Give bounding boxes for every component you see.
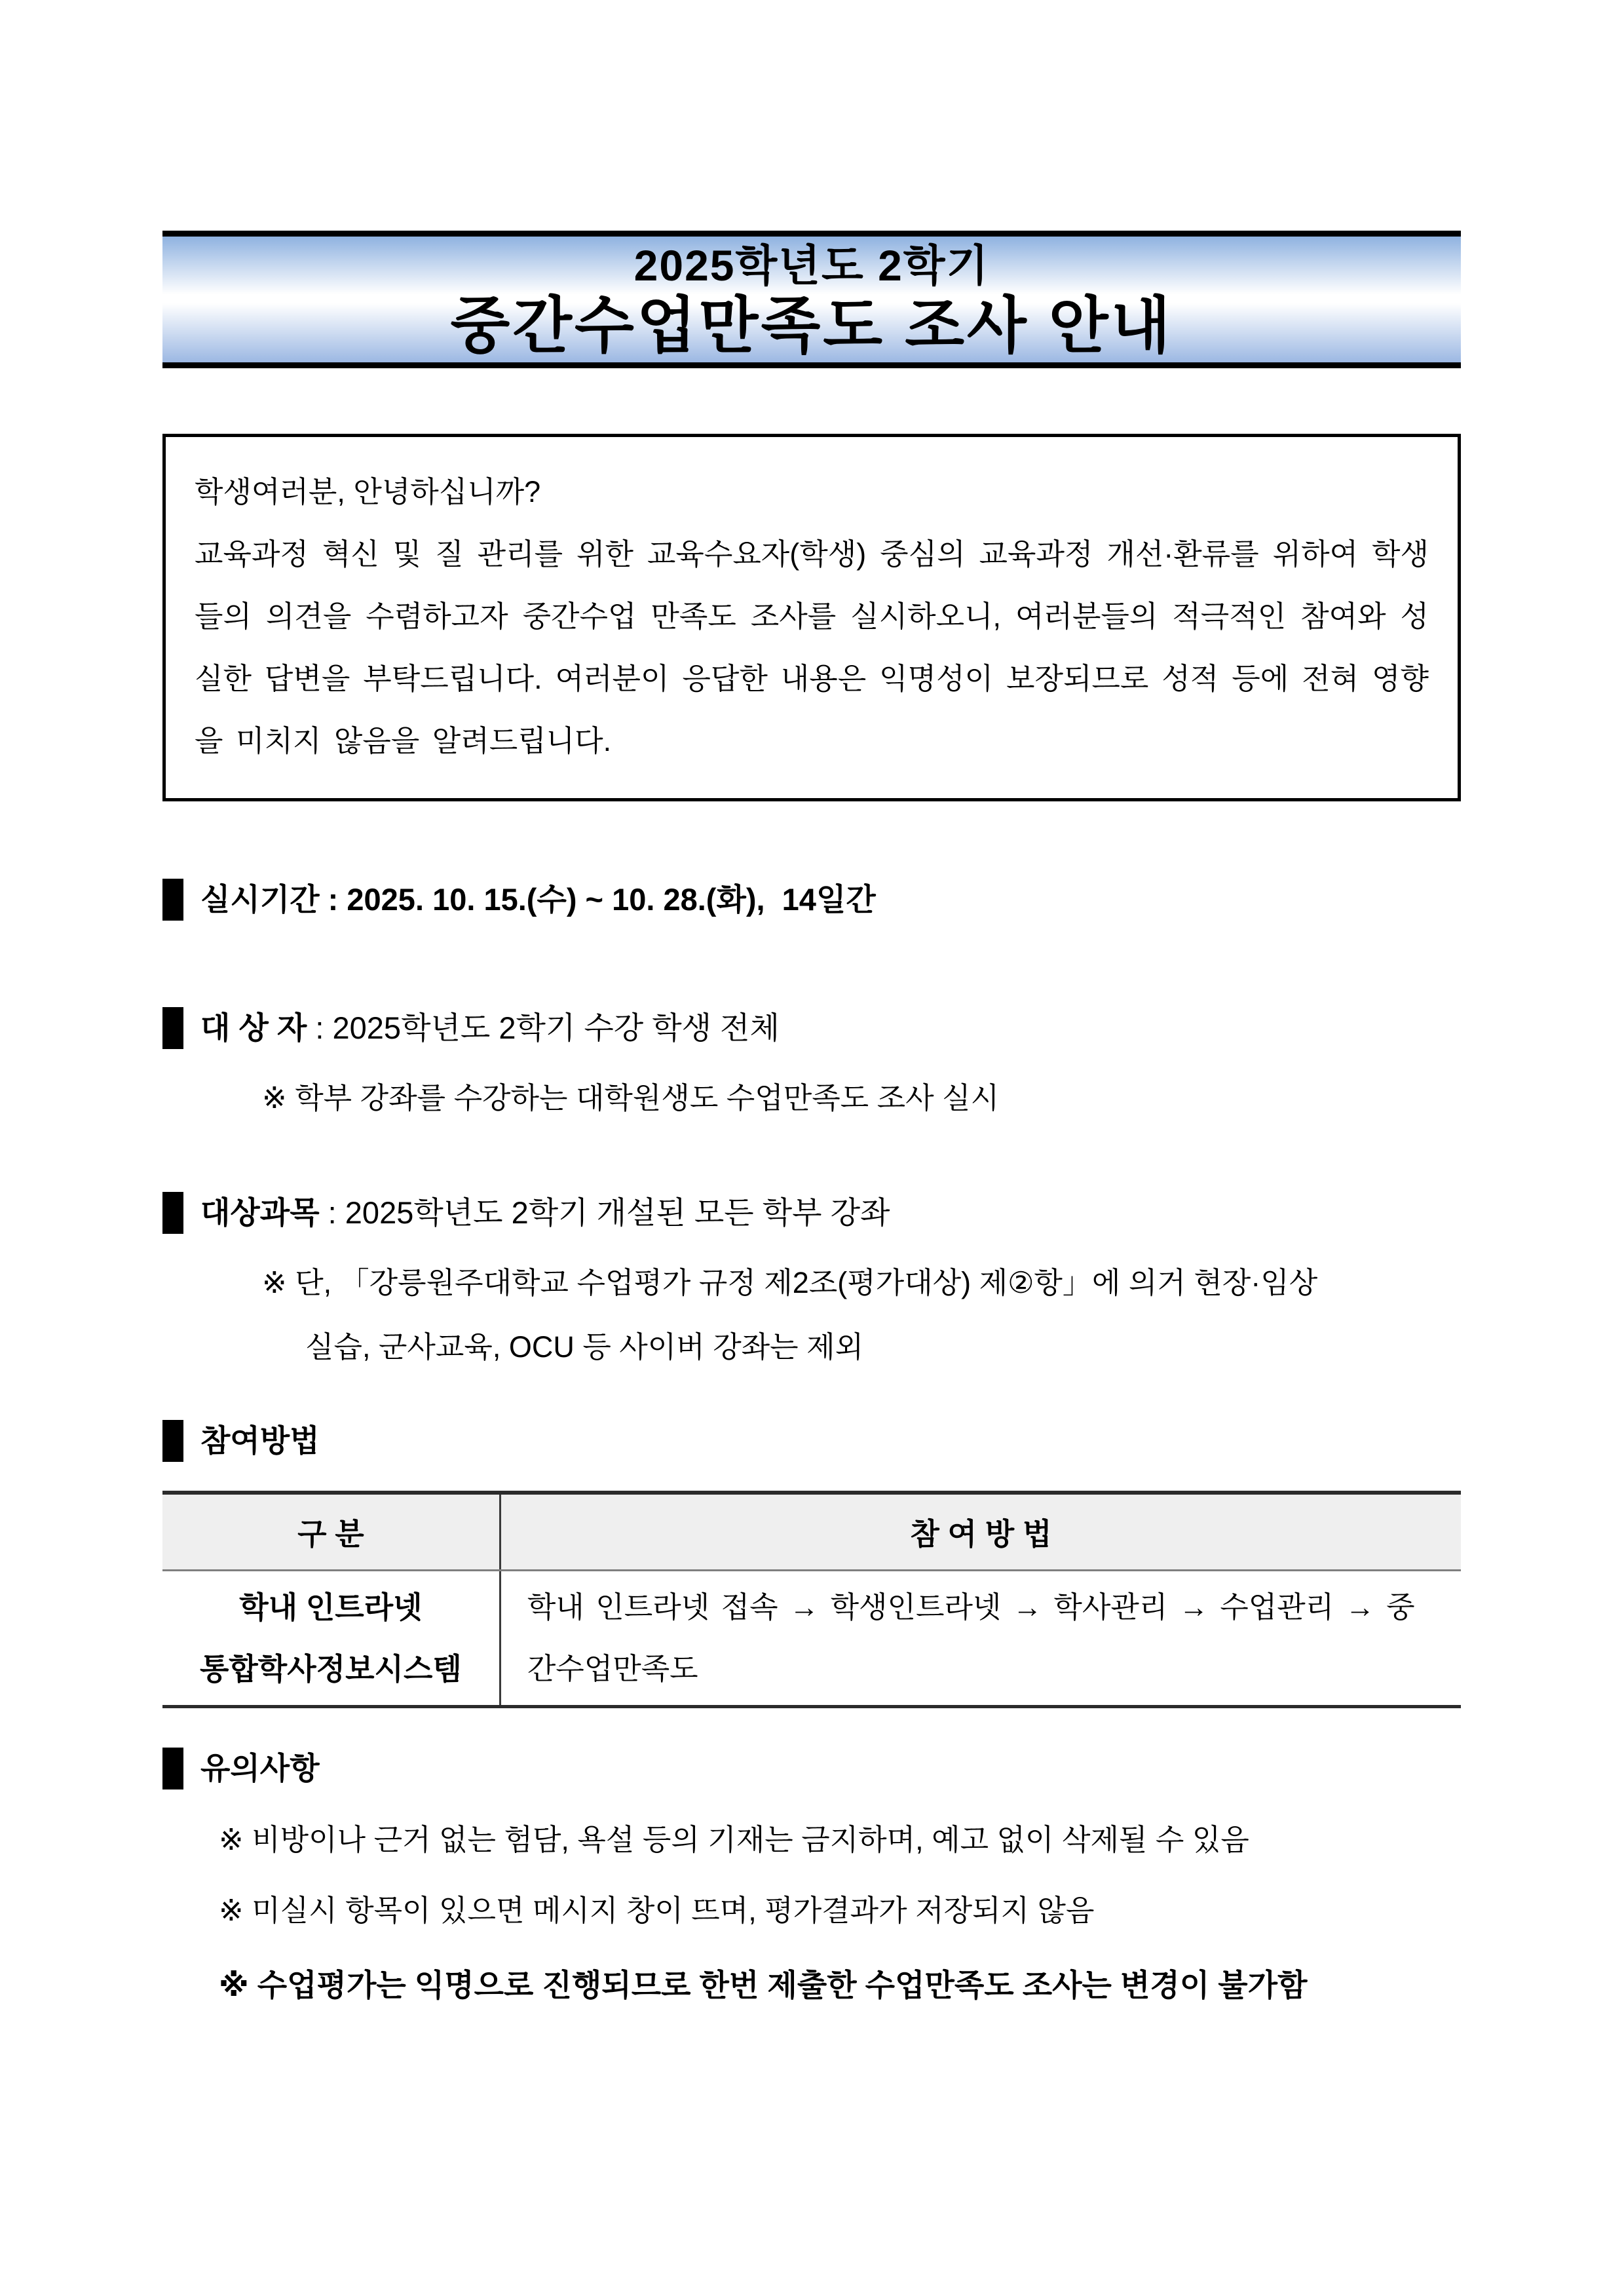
greeting-body: 교육과정 혁신 및 질 관리를 위한 교육수요자(학생) 중심의 교육과정 개선·환류를 위하여 학생들의 의견을 수렴하고자 중간수업 만족도 조사를 실시하오니, 여러분들의 적극적인 참여와 성실한 답변을 부탁드립니다. 여러분이 응답한 내용은 익명성이 보장되므로 성적 등에 전혀 영향을 미치지 않음을 알려드립니다.: [195, 537, 1429, 757]
category-line: 통합학사정보시스템: [199, 1652, 462, 1686]
subjects-value: 2025학년도 2학기 개설된 모든 학부 강좌: [345, 1195, 890, 1230]
method-label: 참여방법: [200, 1423, 320, 1458]
section-notices: [162, 1748, 1461, 1789]
section-bullet-icon: [162, 1007, 183, 1049]
notice-item-emphasis: ※ 수업평가는 익명으로 진행되므로 한번 제출한 수업만족도 조사는 변경이 불가함: [219, 1968, 1308, 2002]
banner-subtitle: 2025학년도 2학기: [633, 241, 990, 290]
section-period: [162, 879, 1461, 921]
target-separator: :: [307, 1010, 333, 1045]
banner-title: 중간수업만족도 조사 안내: [450, 291, 1173, 360]
cell-category: [162, 1571, 500, 1707]
target-value: 2025학년도 2학기 수강 학생 전체: [332, 1010, 780, 1045]
subjects-separator: :: [319, 1195, 345, 1230]
section-bullet-icon: [162, 879, 183, 921]
section-method: [162, 1420, 1461, 1462]
period-label: 실시기간: [200, 882, 320, 917]
table-header-row: [162, 1493, 1461, 1571]
subjects-label: 대상과목: [200, 1195, 320, 1230]
target-label: 대 상 자: [200, 1010, 307, 1045]
target-note: ※ 학부 강좌를 수강하는 대학원생도 수업만족도 조사 실시: [262, 1081, 1000, 1115]
period-value: 2025. 10. 15.(수) ~ 10. 28.(화), 14일간: [347, 882, 876, 917]
section-bullet-icon: [162, 1748, 183, 1789]
subjects-note-line2: 실습, 군사교육, OCU 등 사이버 강좌는 제외: [305, 1330, 864, 1364]
section-target: [162, 1007, 1461, 1049]
col-header-category: 구 분: [162, 1493, 500, 1571]
subjects-note-line1: ※ 단, 「강릉원주대학교 수업평가 규정 제2조(평가대상) 제②항」에 의거 현장·임상: [262, 1266, 1318, 1299]
category-line: 학내 인트라넷: [239, 1590, 423, 1624]
col-header-method: 참 여 방 법: [500, 1493, 1461, 1571]
greeting-box: [162, 434, 1461, 801]
section-bullet-icon: [162, 1192, 183, 1234]
cell-method: 학내 인트라넷 접속 → 학생인트라넷 → 학사관리 → 수업관리 → 중간수업만족도: [527, 1590, 1415, 1685]
notice-item: ※ 비방이나 근거 없는 험담, 욕설 등의 기재는 금지하며, 예고 없이 삭제될 수 있음: [219, 1823, 1249, 1856]
greeting-line: 학생여러분, 안녕하십니까?: [195, 475, 541, 508]
period-separator: :: [319, 882, 347, 917]
section-subjects: [162, 1192, 1461, 1234]
participation-table: [162, 1491, 1461, 1708]
title-banner: [162, 231, 1461, 368]
notice-item: ※ 미실시 항목이 있으면 메시지 창이 뜨며, 평가결과가 저장되지 않음: [219, 1894, 1095, 1927]
section-bullet-icon: [162, 1420, 183, 1462]
table-row: [162, 1571, 1461, 1707]
notices-label: 유의사항: [200, 1751, 320, 1786]
